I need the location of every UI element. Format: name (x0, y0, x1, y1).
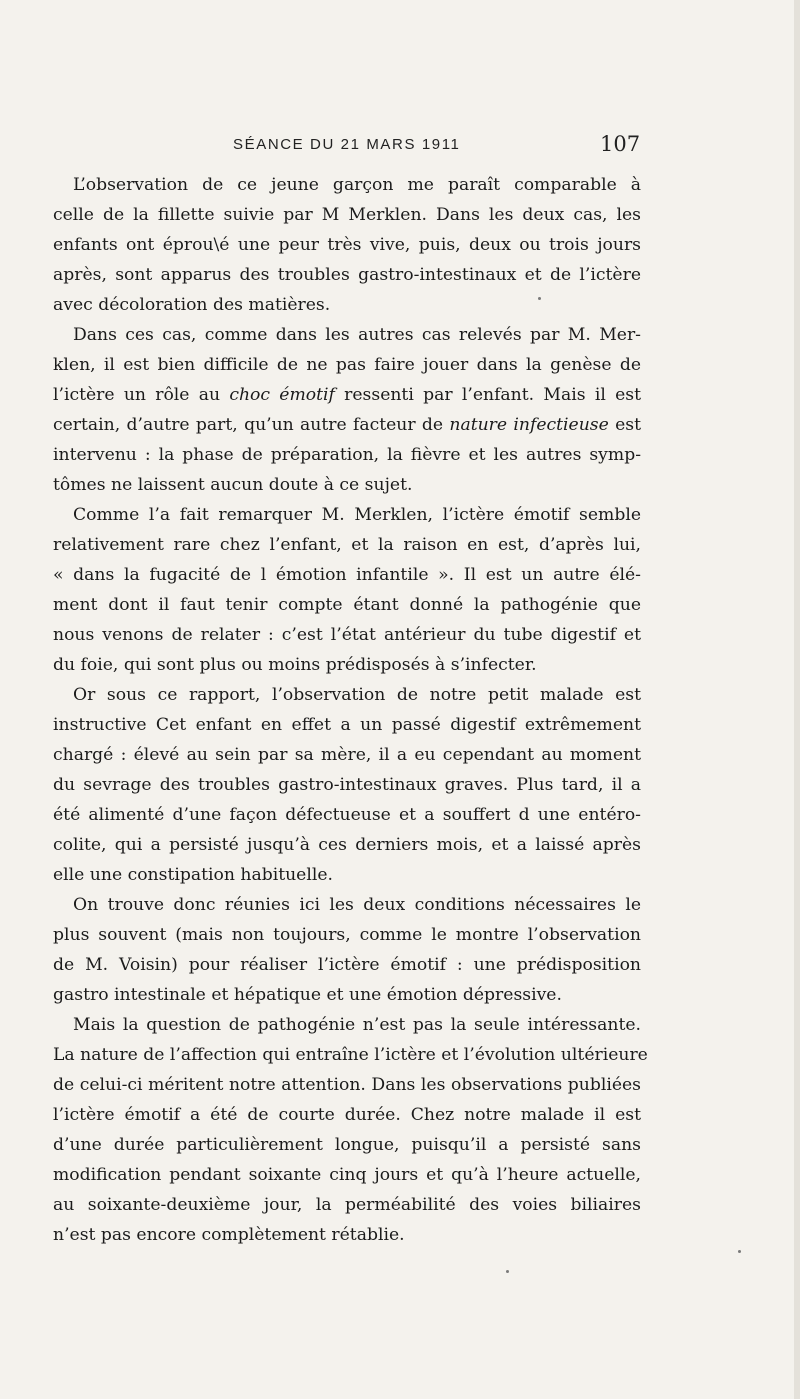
text-line: d’une durée particulièrement longue, puisqu’il a persisté sans (53, 1135, 641, 1155)
text-line: colite, qui a persisté jusqu’à ces derniers mois, et a laissé après (53, 835, 641, 855)
text-line: de celui-ci méritent notre attention. Dans les observations publiées (53, 1075, 641, 1095)
paper-speck (538, 297, 541, 300)
text-line: La nature de l’affection qui entraîne l’ictère et l’évolution ultérieure (53, 1045, 648, 1065)
text-run: certain, d’autre part, qu’un autre facteur de (53, 415, 450, 435)
text-line: intervenu : la phase de préparation, la fièvre et les autres symp- (53, 445, 641, 465)
paper-speck (506, 1270, 509, 1273)
text-line: tômes ne laissent aucun doute à ce sujet. (53, 475, 413, 495)
text-line-with-italic (53, 380, 641, 410)
text-line: Dans ces cas, comme dans les autres cas relevés par M. Mer- (73, 325, 641, 345)
text-line: ment dont il faut tenir compte étant donné la pathogénie que (53, 595, 641, 615)
text-run: l’ictère un rôle au (53, 385, 230, 405)
text-line: au soixante-deuxième jour, la perméabilité des voies biliaires (53, 1195, 641, 1215)
text-line: Mais la question de pathogénie n’est pas la seule intéressante. (73, 1015, 641, 1035)
text-line: avec décoloration des matières. (53, 295, 331, 315)
text-line: après, sont apparus des troubles gastro-intestinaux et de l’ictère (53, 265, 641, 285)
text-line: de M. Voisin) pour réaliser l’ictère émotif : une prédisposition (53, 955, 641, 975)
text-line: « dans la fugacité de l émotion infantile ». Il est un autre élé- (53, 565, 641, 585)
text-line: chargé : élevé au sein par sa mère, il a eu cependant au moment (53, 745, 641, 765)
text-line: enfants ont éprou\é une peur très vive, puis, deux ou trois jours (53, 235, 641, 255)
text-line: nous venons de relater : c’est l’état antérieur du tube digestif et (53, 625, 641, 645)
text-line: modification pendant soixante cinq jours et qu’à l’heure actuelle, (53, 1165, 641, 1185)
text-line: klen, il est bien difficile de ne pas faire jouer dans la genèse de (53, 355, 641, 375)
text-run: ressenti par l’enfant. Mais il est (334, 385, 641, 405)
text-line: elle une constipation habituelle. (53, 865, 333, 885)
paper-speck (738, 1250, 741, 1253)
italic-phrase: choc émotif (229, 385, 335, 405)
text-line: Or sous ce rapport, l’observation de notre petit malade est (73, 685, 641, 705)
italic-phrase: nature infectieuse (449, 415, 609, 435)
text-line: instructive Cet enfant en effet a un passé digestif extrêmement (53, 715, 641, 735)
text-line: L’observation de ce jeune garçon me paraît comparable à (73, 175, 641, 195)
text-line: plus souvent (mais non toujours, comme le montre l’observation (53, 925, 641, 945)
body-text (53, 170, 648, 1250)
text-line: du sevrage des troubles gastro-intestinaux graves. Plus tard, il a (53, 775, 641, 795)
page-edge (794, 0, 800, 1399)
text-line: l’ictère émotif a été de courte durée. Chez notre malade il est (53, 1105, 641, 1125)
page-header (0, 132, 800, 156)
page-number: 107 (600, 132, 641, 156)
text-line: On trouve donc réunies ici les deux conditions nécessaires le (73, 895, 641, 915)
text-line: du foie, qui sont plus ou moins prédisposés à s’infecter. (53, 655, 537, 675)
text-line: n’est pas encore complètement rétablie. (53, 1225, 405, 1245)
text-line-with-italic (53, 410, 641, 440)
text-line: relativement rare chez l’enfant, et la raison en est, d’après lui, (53, 535, 641, 555)
text-line: Comme l’a fait remarquer M. Merklen, l’ictère émotif semble (73, 505, 641, 525)
text-line: été alimenté d’une façon défectueuse et a souffert d une entéro- (53, 805, 641, 825)
running-title: SÉANCE DU 21 MARS 1911 (233, 136, 461, 153)
text-line: celle de la fillette suivie par M Merklen. Dans les deux cas, les (53, 205, 641, 225)
text-line: gastro intestinale et hépatique et une émotion dépressive. (53, 985, 562, 1005)
text-run: est (608, 415, 641, 435)
